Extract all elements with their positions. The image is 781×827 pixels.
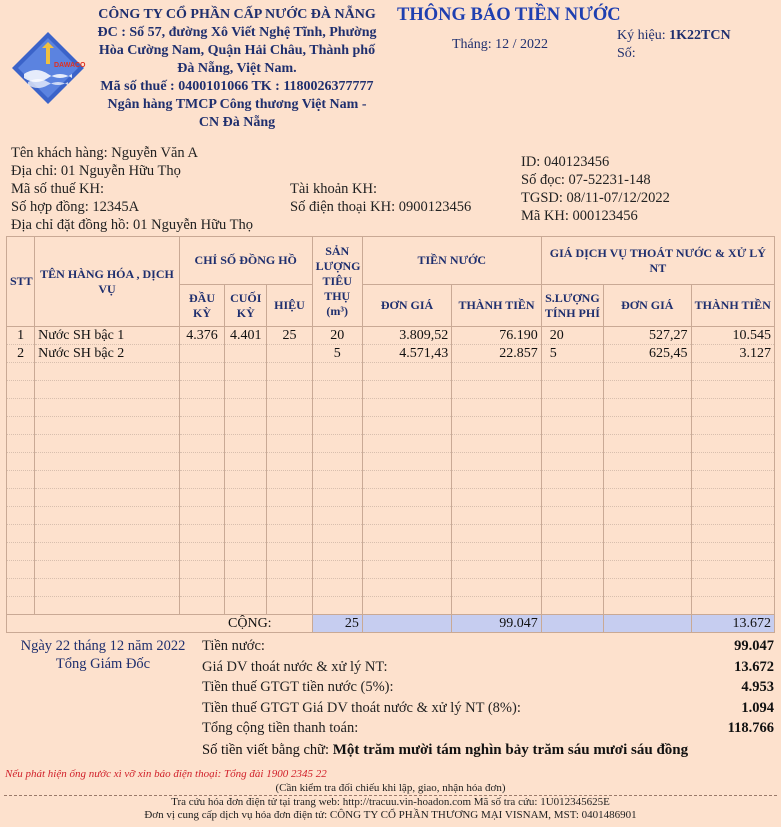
cell-svc-qty xyxy=(541,381,603,399)
summary-label: Tiền thuế GTGT tiền nước (5%): xyxy=(202,679,394,695)
cell-end xyxy=(225,435,267,453)
company-tax-account: Mã số thuế : 0400101066 TK : 1180026377777 xyxy=(100,79,374,94)
company-info xyxy=(84,6,390,132)
cell-amount: 76.190 xyxy=(452,327,541,345)
symbol-label: Ký hiệu: xyxy=(617,28,666,43)
total-empty-3 xyxy=(604,615,691,633)
cell-volume xyxy=(312,417,362,435)
total-amount: 99.047 xyxy=(452,615,541,633)
company-bank-1: Ngân hàng TMCP Công thương Việt Nam - xyxy=(107,97,367,112)
summary-value: 1.094 xyxy=(741,699,774,716)
customer-name: Tên khách hàng: Nguyễn Văn A xyxy=(11,145,198,161)
cell-end xyxy=(225,453,267,471)
invoice-symbol xyxy=(617,27,731,63)
header-service-group: GIÁ DỊCH VỤ THOÁT NƯỚC & XỬ LÝ NT xyxy=(541,237,774,285)
customer-info-right xyxy=(521,153,670,225)
cell-volume xyxy=(312,597,362,615)
signature-block xyxy=(8,637,198,673)
cell-unit-price xyxy=(362,363,451,381)
cell-svc-qty xyxy=(541,435,603,453)
document-title: THÔNG BÁO TIỀN NƯỚC xyxy=(397,5,621,25)
cell-amount xyxy=(452,525,541,543)
cell-end xyxy=(225,597,267,615)
total-row xyxy=(7,615,775,633)
cell-item xyxy=(35,507,180,525)
cell-svc-qty: 5 xyxy=(541,345,603,363)
empty-row xyxy=(7,471,775,489)
cell-svc-qty: 20 xyxy=(541,327,603,345)
cell-diff xyxy=(267,561,312,579)
cell-start xyxy=(179,543,224,561)
cell-svc-price xyxy=(604,561,691,579)
header-water-group: TIỀN NƯỚC xyxy=(362,237,541,285)
cell-volume xyxy=(312,399,362,417)
empty-row xyxy=(7,507,775,525)
cell-end xyxy=(225,471,267,489)
cell-volume: 5 xyxy=(312,345,362,363)
cell-stt xyxy=(7,399,35,417)
cell-unit-price xyxy=(362,435,451,453)
cell-svc-amount xyxy=(691,579,775,597)
cell-volume xyxy=(312,561,362,579)
cell-amount xyxy=(452,399,541,417)
cell-item xyxy=(35,435,180,453)
cell-svc-amount xyxy=(691,507,775,525)
summary-value: 99.047 xyxy=(734,638,774,654)
cell-start xyxy=(179,399,224,417)
cell-diff xyxy=(267,543,312,561)
cell-svc-amount xyxy=(691,381,775,399)
cell-stt xyxy=(7,381,35,399)
cell-volume xyxy=(312,579,362,597)
header-volume xyxy=(312,237,362,327)
provider-info: Đơn vị cung cấp dịch vụ hóa đơn điện tử: CÔNG TY CỔ PHẦN THƯƠNG MẠI VISNAM, MST: 0401486901 xyxy=(144,809,637,821)
cell-unit-price xyxy=(362,417,451,435)
cell-diff xyxy=(267,597,312,615)
cell-stt xyxy=(7,453,35,471)
cell-end xyxy=(225,345,267,363)
summary-row xyxy=(202,698,774,719)
empty-row xyxy=(7,399,775,417)
empty-row xyxy=(7,597,775,615)
cell-start xyxy=(179,507,224,525)
cell-diff xyxy=(267,363,312,381)
summary-row xyxy=(202,677,774,698)
number-label: Số: xyxy=(617,46,636,61)
customer-account: Tài khoản KH: xyxy=(290,181,377,197)
summary-label: Giá DV thoát nước & xử lý NT: xyxy=(202,658,388,675)
empty-row xyxy=(7,363,775,381)
meter-address: Địa chỉ đặt đồng hồ: 01 Nguyễn Hữu Thọ xyxy=(11,217,253,233)
signature-title: Tổng Giám Đốc xyxy=(55,656,151,672)
total-empty-2 xyxy=(541,615,603,633)
cell-diff xyxy=(267,435,312,453)
header-item: TÊN HÀNG HÓA , DỊCH VỤ xyxy=(35,237,180,327)
empty-row xyxy=(7,381,775,399)
customer-info-left xyxy=(11,144,253,234)
cell-unit-price xyxy=(362,507,451,525)
empty-row xyxy=(7,561,775,579)
cell-start xyxy=(179,381,224,399)
empty-row xyxy=(7,435,775,453)
cell-amount xyxy=(452,453,541,471)
cell-svc-amount xyxy=(691,453,775,471)
cell-item xyxy=(35,471,180,489)
cell-item xyxy=(35,399,180,417)
cell-amount xyxy=(452,435,541,453)
company-name: CÔNG TY CỔ PHẦN CẤP NƯỚC ĐÀ NẴNG xyxy=(98,7,376,22)
empty-row xyxy=(7,489,775,507)
cell-end xyxy=(225,579,267,597)
table-row xyxy=(7,345,775,363)
cell-svc-qty xyxy=(541,507,603,525)
cell-volume xyxy=(312,453,362,471)
cell-diff xyxy=(267,489,312,507)
cell-unit-price xyxy=(362,489,451,507)
header-svc-amount: THÀNH TIỀN xyxy=(691,285,775,327)
cell-svc-qty xyxy=(541,579,603,597)
empty-row xyxy=(7,543,775,561)
cell-diff xyxy=(267,453,312,471)
cell-diff xyxy=(267,579,312,597)
symbol-value: 1K22TCN xyxy=(669,28,731,43)
cell-amount xyxy=(452,543,541,561)
company-bank-2: CN Đà Nẵng xyxy=(198,115,276,130)
cell-volume: 20 xyxy=(312,327,362,345)
cell-svc-price xyxy=(604,381,691,399)
cell-item xyxy=(35,489,180,507)
cell-stt xyxy=(7,435,35,453)
cell-unit-price xyxy=(362,381,451,399)
total-svc-amount: 13.672 xyxy=(691,615,775,633)
empty-row xyxy=(7,579,775,597)
cell-svc-amount xyxy=(691,435,775,453)
cell-item xyxy=(35,417,180,435)
cell-svc-amount xyxy=(691,399,775,417)
cell-end xyxy=(225,561,267,579)
summary-row xyxy=(202,657,774,678)
billing-month: Tháng: 12 / 2022 xyxy=(452,37,549,52)
cell-start xyxy=(179,561,224,579)
cell-amount xyxy=(452,561,541,579)
cell-svc-price xyxy=(604,579,691,597)
cell-stt xyxy=(7,471,35,489)
cell-unit-price: 3.809,52 xyxy=(362,327,451,345)
usage-period: TGSD: 08/11-07/12/2022 xyxy=(521,190,670,206)
cell-svc-price xyxy=(604,471,691,489)
total-empty-1 xyxy=(362,615,451,633)
summary-value: 118.766 xyxy=(727,720,774,736)
cell-volume xyxy=(312,381,362,399)
total-label: CỘNG: xyxy=(7,615,313,633)
cell-svc-price xyxy=(604,399,691,417)
summary-block xyxy=(202,636,774,761)
cell-stt xyxy=(7,561,35,579)
cell-amount xyxy=(452,507,541,525)
summary-row xyxy=(202,718,774,739)
header-volume-unit: (m³) xyxy=(326,304,348,318)
cell-svc-qty xyxy=(541,363,603,381)
cell-svc-qty xyxy=(541,597,603,615)
lookup-info: Tra cứu hóa đơn điện tử tại trang web: http://tracuu.vin-hoadon.com Mã số tra cứu: 1U012345625E xyxy=(171,796,610,808)
header-volume-label: SẢN LƯỢNG TIÊU THỤ xyxy=(315,244,361,303)
header-svc-qty: S.LƯỢNG TÍNH PHÍ xyxy=(541,285,603,327)
cell-end: 4.401 xyxy=(225,327,267,345)
header-meter-group: CHỈ SỐ ĐỒNG HỒ xyxy=(179,237,312,285)
cell-volume xyxy=(312,543,362,561)
cell-stt xyxy=(7,363,35,381)
cell-svc-amount xyxy=(691,489,775,507)
cell-svc-price xyxy=(604,543,691,561)
cell-unit-price xyxy=(362,561,451,579)
cell-end xyxy=(225,543,267,561)
cell-volume xyxy=(312,507,362,525)
cell-end xyxy=(225,381,267,399)
cell-end xyxy=(225,507,267,525)
header-unit-price: ĐƠN GIÁ xyxy=(362,285,451,327)
cell-svc-qty xyxy=(541,543,603,561)
cell-end xyxy=(225,417,267,435)
cell-svc-qty xyxy=(541,525,603,543)
cell-start xyxy=(179,417,224,435)
cell-diff xyxy=(267,417,312,435)
cell-volume xyxy=(312,471,362,489)
cell-end xyxy=(225,363,267,381)
cell-stt xyxy=(7,489,35,507)
cell-item xyxy=(35,597,180,615)
cell-stt: 2 xyxy=(7,345,35,363)
cell-stt: 1 xyxy=(7,327,35,345)
cell-start xyxy=(179,435,224,453)
cell-stt xyxy=(7,543,35,561)
customer-tax-code: Mã số thuế KH: xyxy=(11,181,105,197)
cell-svc-amount xyxy=(691,543,775,561)
cell-start xyxy=(179,471,224,489)
cell-svc-amount: 10.545 xyxy=(691,327,775,345)
cell-item: Nước SH bậc 1 xyxy=(35,327,180,345)
cell-svc-price: 527,27 xyxy=(604,327,691,345)
cell-start xyxy=(179,597,224,615)
cell-start: 4.376 xyxy=(179,327,224,345)
leak-hotline-note: Nếu phát hiện ống nước xì vỡ xin báo điện thoại: Tổng đài 1900 2345 22 xyxy=(5,768,327,780)
cell-svc-amount xyxy=(691,417,775,435)
cell-item xyxy=(35,363,180,381)
cell-svc-price: 625,45 xyxy=(604,345,691,363)
cell-start xyxy=(179,345,224,363)
check-note: (Cần kiểm tra đối chiếu khi lập, giao, nhận hóa đơn) xyxy=(275,782,506,794)
cell-svc-amount xyxy=(691,363,775,381)
cell-item xyxy=(35,579,180,597)
cell-svc-amount xyxy=(691,525,775,543)
company-address-1: ĐC : Số 57, đường Xô Viết Nghệ Tĩnh, Phường xyxy=(97,25,377,40)
cell-volume xyxy=(312,525,362,543)
cell-stt xyxy=(7,597,35,615)
cell-volume xyxy=(312,489,362,507)
total-volume: 25 xyxy=(312,615,362,633)
cell-unit-price xyxy=(362,399,451,417)
cell-volume xyxy=(312,363,362,381)
customer-phone: Số điện thoại KH: 0900123456 xyxy=(290,199,472,215)
amount-in-words-line xyxy=(202,739,774,761)
customer-code: Mã KH: 000123456 xyxy=(521,208,638,224)
cell-svc-qty xyxy=(541,399,603,417)
table-row xyxy=(7,327,775,345)
cell-amount: 22.857 xyxy=(452,345,541,363)
signature-date: Ngày 22 tháng 12 năm 2022 xyxy=(20,638,186,654)
cell-diff xyxy=(267,399,312,417)
cell-amount xyxy=(452,363,541,381)
cell-svc-qty xyxy=(541,561,603,579)
cell-item: Nước SH bậc 2 xyxy=(35,345,180,363)
cell-amount xyxy=(452,471,541,489)
cell-stt xyxy=(7,417,35,435)
cell-diff: 25 xyxy=(267,327,312,345)
cell-item xyxy=(35,381,180,399)
company-logo xyxy=(10,30,86,106)
reading-number: Số đọc: 07-52231-148 xyxy=(521,172,651,188)
cell-stt xyxy=(7,525,35,543)
amount-in-words-label: Số tiền viết bằng chữ: xyxy=(202,741,330,758)
cell-stt xyxy=(7,579,35,597)
header-end: CUỐI KỲ xyxy=(225,285,267,327)
amount-in-words: Một trăm mười tám nghìn bảy trăm sáu mươi sáu đồng xyxy=(332,741,689,758)
cell-svc-price xyxy=(604,507,691,525)
cell-svc-price xyxy=(604,525,691,543)
cell-start xyxy=(179,525,224,543)
cell-svc-amount xyxy=(691,561,775,579)
cell-diff xyxy=(267,471,312,489)
customer-id: ID: 040123456 xyxy=(521,154,610,170)
cell-unit-price xyxy=(362,579,451,597)
summary-label: Tiền nước: xyxy=(202,638,265,654)
header-stt: STT xyxy=(7,237,35,327)
cell-svc-qty xyxy=(541,489,603,507)
cell-unit-price xyxy=(362,597,451,615)
summary-value: 4.953 xyxy=(741,679,774,695)
summary-label: Tổng cộng tiền thanh toán: xyxy=(202,720,359,736)
empty-row xyxy=(7,453,775,471)
company-address-2: Hòa Cường Nam, Quận Hải Châu, Thành phố xyxy=(98,43,376,58)
cell-end xyxy=(225,525,267,543)
cell-end xyxy=(225,489,267,507)
cell-amount xyxy=(452,579,541,597)
cell-start xyxy=(179,579,224,597)
empty-row xyxy=(7,417,775,435)
cell-diff xyxy=(267,381,312,399)
cell-unit-price xyxy=(362,543,451,561)
logo-text: DAWACO xyxy=(54,62,86,69)
cell-amount xyxy=(452,381,541,399)
cell-svc-amount xyxy=(691,471,775,489)
cell-stt xyxy=(7,507,35,525)
contract-number: Số hợp đồng: 12345A xyxy=(11,199,140,215)
summary-value: 13.672 xyxy=(734,658,774,675)
cell-unit-price xyxy=(362,471,451,489)
company-address-3: Đà Nẵng, Việt Nam. xyxy=(177,61,297,76)
cell-start xyxy=(179,363,224,381)
cell-unit-price: 4.571,43 xyxy=(362,345,451,363)
billing-table xyxy=(6,236,775,633)
cell-svc-qty xyxy=(541,471,603,489)
cell-start xyxy=(179,489,224,507)
cell-amount xyxy=(452,417,541,435)
cell-item xyxy=(35,453,180,471)
cell-svc-price xyxy=(604,417,691,435)
summary-label: Tiền thuế GTGT Giá DV thoát nước & xử lý NT (8%): xyxy=(202,699,521,716)
cell-unit-price xyxy=(362,525,451,543)
header-amount: THÀNH TIỀN xyxy=(452,285,541,327)
cell-svc-price xyxy=(604,453,691,471)
cell-svc-amount xyxy=(691,597,775,615)
cell-start xyxy=(179,453,224,471)
cell-svc-price xyxy=(604,435,691,453)
cell-svc-price xyxy=(604,597,691,615)
header-diff: HIỆU xyxy=(267,285,312,327)
cell-svc-qty xyxy=(541,453,603,471)
header-svc-price: ĐƠN GIÁ xyxy=(604,285,691,327)
cell-svc-price xyxy=(604,489,691,507)
customer-info-middle xyxy=(290,180,471,216)
cell-diff xyxy=(267,345,312,363)
cell-end xyxy=(225,399,267,417)
cell-svc-qty xyxy=(541,417,603,435)
header-start: ĐẦU KỲ xyxy=(179,285,224,327)
cell-amount xyxy=(452,597,541,615)
cell-item xyxy=(35,543,180,561)
summary-row xyxy=(202,636,774,657)
cell-amount xyxy=(452,489,541,507)
cell-unit-price xyxy=(362,453,451,471)
empty-row xyxy=(7,525,775,543)
cell-svc-amount: 3.127 xyxy=(691,345,775,363)
customer-address: Địa chỉ: 01 Nguyễn Hữu Thọ xyxy=(11,163,181,179)
cell-svc-price xyxy=(604,363,691,381)
cell-item xyxy=(35,525,180,543)
cell-diff xyxy=(267,525,312,543)
cell-item xyxy=(35,561,180,579)
cell-volume xyxy=(312,435,362,453)
cell-diff xyxy=(267,507,312,525)
